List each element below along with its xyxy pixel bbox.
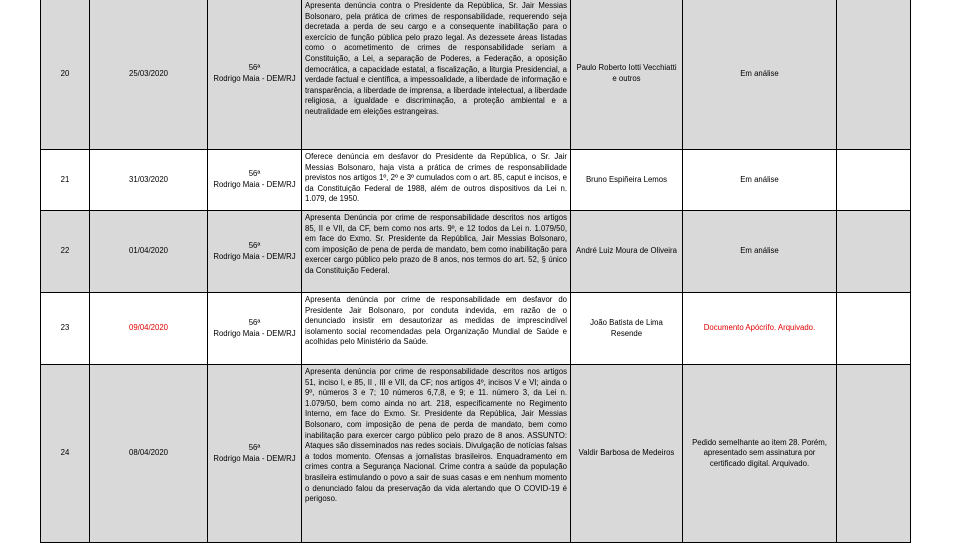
row-author: Bruno Espiñeira Lemos (571, 150, 683, 211)
row-legislature: 56ª Rodrigo Maia - DEM/RJ (208, 211, 302, 293)
table-row (41, 150, 911, 211)
table-row (41, 211, 911, 293)
row-author: André Luiz Moura de Oliveira (571, 211, 683, 293)
row-status: Documento Apócrifo. Arquivado. (683, 293, 837, 365)
row-notes (837, 365, 911, 543)
row-notes (837, 150, 911, 211)
table-row (41, 365, 911, 543)
table-row (41, 0, 911, 150)
row-date: 25/03/2020 (90, 0, 208, 150)
row-author: Valdir Barbosa de Medeiros (571, 365, 683, 543)
row-number: 21 (41, 150, 90, 211)
row-description: Apresenta denúncia por crime de responsabilidade em desfavor do Presidente Jair Bolsonaro, por conduta indevida, em razão de o denunciado insistir em desautorizar as medidas de imprescindível isolamento social recomendadas pela Organização Mundial de Saúde e acolhidas pelo Ministério da Saúde. (302, 293, 571, 365)
row-description: Oferece denúncia em desfavor do Presidente da República, o Sr. Jair Messias Bolsonaro, haja vista a prática de crimes de responsabilidade previstos nos artigos 1º, 2º e 3º cumulados com o art. 85, caput e incisos, e da Constituição Federal de 1988, além de outros dispositivos da Lei n. 1.079, de 1950. (302, 150, 571, 211)
row-description: Apresenta denúncia por crime de responsabilidade descritos nos artigos 51, inciso I, e 85, II , III e VII, da CF; nos artigos 4º, incisos V e VI; ainda o 9º, números 3 e 7; 10 números 6,7,8, e 9; e 11. número 3, da Lei n. 1.079/50, bem como ainda no art. 218, especificamente no Regimento Interno, em face do Exmo. Sr. Presidente da República, Jair Messias Bolsonaro, com imposição de pena de perda de mandato, bem como inabilitação para exercer cargo público pelo prazo de 8 anos. ASSUNTO: Ataques são disseminados nas redes sociais. Divulgação de notícias falsas a todos momento. Ofensas a jornalistas brasileiros. Enquadramento em crimes contra a Segurança Nacional. Crime contra a saúde da população brasileira estimulando o povo a sair de suas casas e em nenhum momento o denunciado falou da preservação da vida alertando que O COVID-19 é perigoso. (302, 365, 571, 543)
row-date: 08/04/2020 (90, 365, 208, 543)
table-row (41, 293, 911, 365)
row-author: João Batista de Lima Resende (571, 293, 683, 365)
row-date: 31/03/2020 (90, 150, 208, 211)
impeachment-requests-table (40, 0, 911, 543)
row-status: Pedido semelhante ao item 28. Porém, apresentado sem assinatura por certificado digital. Arquivado. (683, 365, 837, 543)
row-number: 22 (41, 211, 90, 293)
row-notes (837, 0, 911, 150)
row-author: Paulo Roberto Iotti Vecchiatti e outros (571, 0, 683, 150)
row-status: Em análise (683, 211, 837, 293)
row-notes (837, 211, 911, 293)
row-number: 24 (41, 365, 90, 543)
row-legislature: 56ª Rodrigo Maia - DEM/RJ (208, 0, 302, 150)
row-status: Em análise (683, 0, 837, 150)
row-legislature: 56ª Rodrigo Maia - DEM/RJ (208, 293, 302, 365)
row-number: 20 (41, 0, 90, 150)
row-notes (837, 293, 911, 365)
row-number: 23 (41, 293, 90, 365)
row-description: Apresenta Denúncia por crime de responsabilidade descritos nos artigos 85, II e VII, da CF, bem como nos arts. 9º, e 12 todos da Lei n. 1.079/50, em face do Exmo. Sr. Presidente da República, Jair Messias Bolsonaro, com imposição de pena de perda de mandato, bem como inabilitação para exercer cargo público pelo prazo de 8 anos, nos termos do art. 52, § único da Constituição Federal. (302, 211, 571, 293)
row-status: Em análise (683, 150, 837, 211)
row-description: Apresenta denúncia contra o Presidente da República, Sr. Jair Messias Bolsonaro, pela prática de crimes de responsabilidade, requerendo seja decretada a perda de seu cargo e a consequente inabilitação para o exercício de função pública pelo prazo legal. As dezessete áreas listadas como o acometimento de crimes de responsabilidade seriam a Constituição, a Lei, a separação de Poderes, a Federação, a oposição democrática, a capacidade estatal, a fiscalização, a liturgia Presidencial, a verdade factual e científica, a impessoalidade, a liberdade de informação e transparência, a liberdade de imprensa, a liberdade intelectual, a liberdade religiosa, a igualdade e discriminação, a proteção ambiental e a neutralidade em eleições estrangeiras. (302, 0, 571, 150)
row-date: 09/04/2020 (90, 293, 208, 365)
row-legislature: 56ª Rodrigo Maia - DEM/RJ (208, 365, 302, 543)
row-date: 01/04/2020 (90, 211, 208, 293)
row-legislature: 56ª Rodrigo Maia - DEM/RJ (208, 150, 302, 211)
